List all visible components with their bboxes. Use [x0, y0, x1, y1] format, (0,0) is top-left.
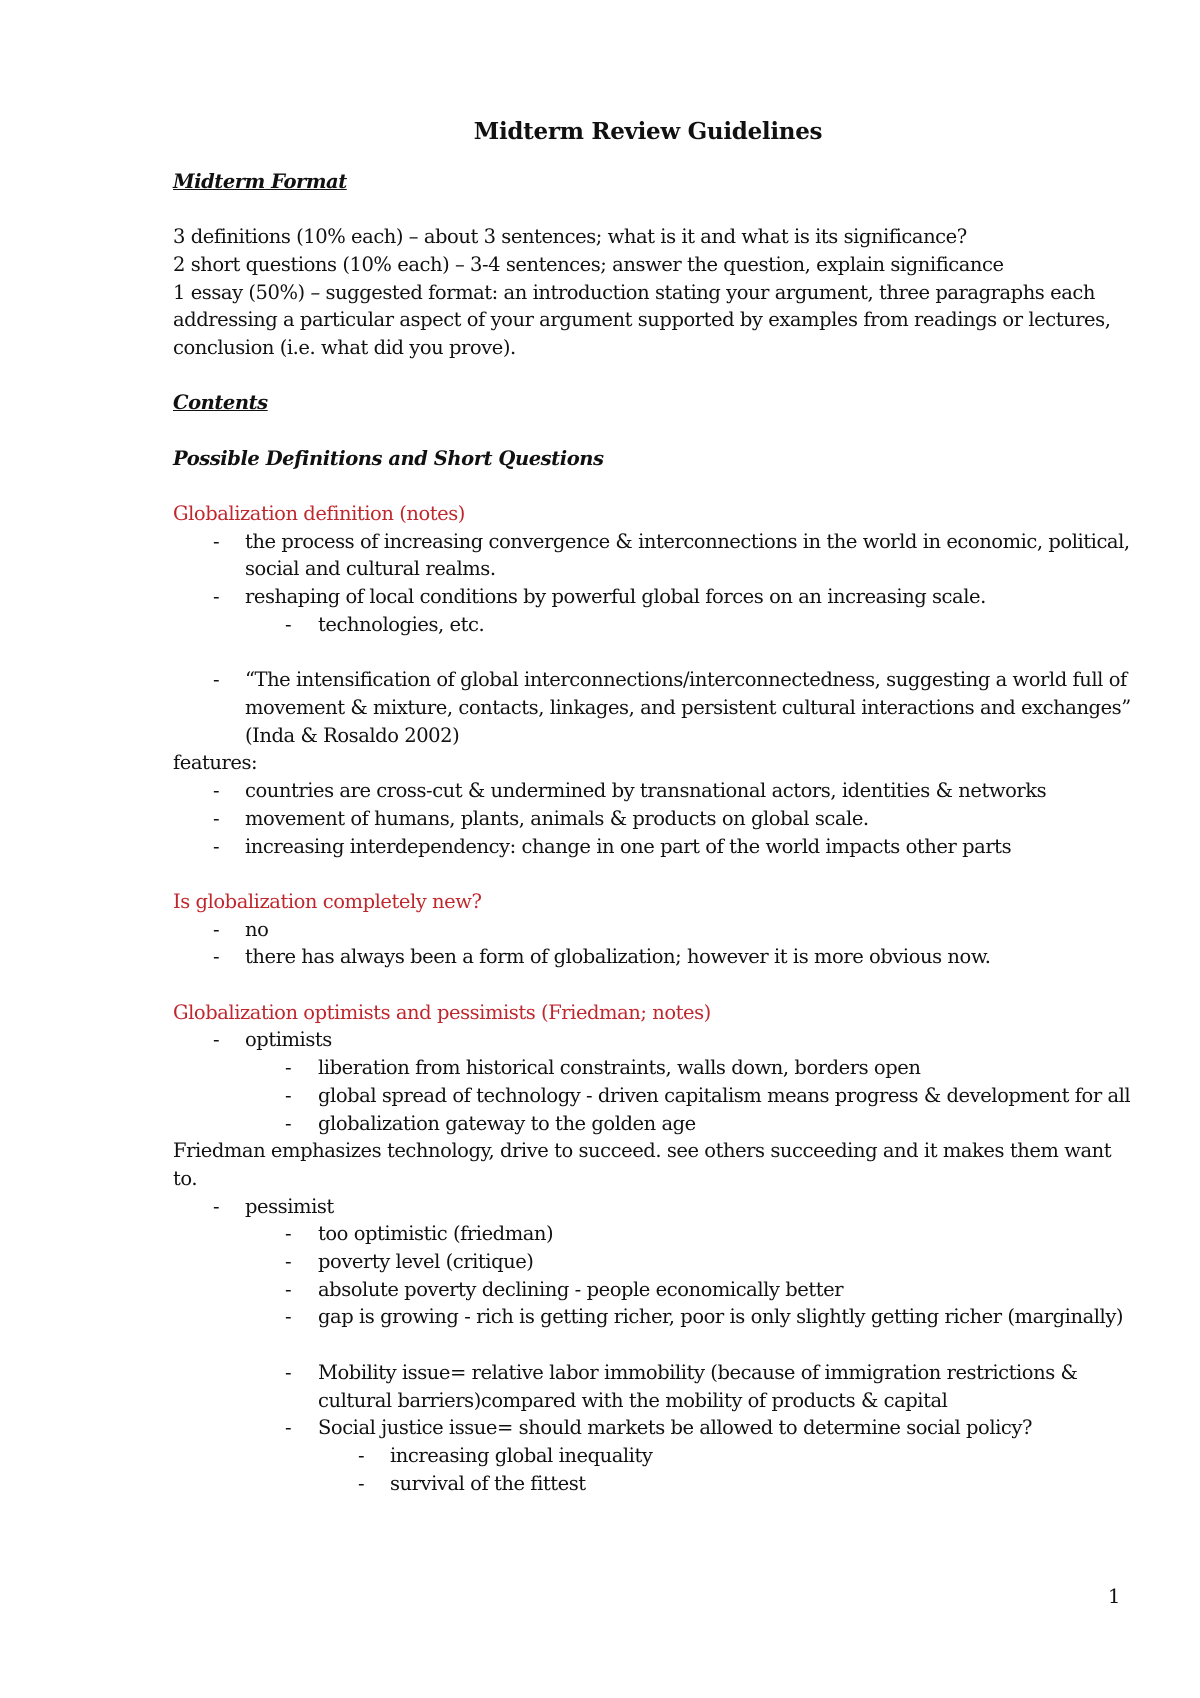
- midterm-format-heading: Midterm Format: [173, 169, 347, 193]
- list-item: [173, 666, 1133, 749]
- document-body: [173, 118, 1133, 1497]
- list-item: [173, 528, 1133, 583]
- page-number: 1: [1108, 1585, 1121, 1608]
- list-item-text: no: [245, 917, 269, 941]
- bullet-dash: -: [285, 1083, 292, 1107]
- list-item: [173, 611, 1133, 639]
- definitions-subheading: Possible Definitions and Short Questions: [173, 446, 604, 470]
- list-item-text: “The intensification of global interconnections/interconnectedness, suggesting a world full of movement & mixture, contacts, linkages, and persistent cultural interactions and exchanges” (Inda & Rosaldo 2002): [245, 668, 1131, 747]
- list-item-text: globalization gateway to the golden age: [318, 1111, 696, 1135]
- contents-heading: Contents: [173, 391, 268, 415]
- bullet-dash: -: [213, 1028, 220, 1052]
- list-item-text: reshaping of local conditions by powerful global forces on an increasing scale.: [245, 585, 986, 609]
- list-item-text: movement of humans, plants, animals & products on global scale.: [245, 806, 869, 830]
- list-item-text: gap is growing - rich is getting richer, poor is only slightly getting richer (marginally): [318, 1305, 1124, 1329]
- list-item: [173, 1110, 1133, 1138]
- list-item: [173, 1414, 1133, 1442]
- bullet-dash: -: [285, 1416, 292, 1440]
- list-item-text: increasing global inequality: [390, 1443, 653, 1467]
- list-item-text: countries are cross-cut & undermined by transnational actors, identities & networks: [245, 779, 1047, 803]
- friedman-note: Friedman emphasizes technology, drive to succeed. see others succeeding and it makes them want to.: [173, 1139, 1112, 1190]
- list-item-text: liberation from historical constraints, walls down, borders open: [318, 1056, 921, 1080]
- list-item: [173, 1303, 1133, 1331]
- features-label: features:: [173, 751, 258, 775]
- list-item-text: global spread of technology - driven capitalism means progress & development for all: [318, 1083, 1131, 1107]
- list-item: [173, 1359, 1133, 1414]
- bullet-dash: -: [285, 1360, 292, 1384]
- bullet-dash: -: [285, 1250, 292, 1274]
- bullet-dash: -: [213, 668, 220, 692]
- list-item: [173, 583, 1133, 611]
- bullet-dash: -: [213, 529, 220, 553]
- bullet-dash: -: [285, 1222, 292, 1246]
- list-item-text: too optimistic (friedman): [318, 1222, 554, 1246]
- list-item: [173, 943, 1133, 971]
- list-item: [173, 1082, 1133, 1110]
- list-item-text: optimists: [245, 1028, 332, 1052]
- bullet-dash: -: [213, 806, 220, 830]
- bullet-dash: -: [213, 917, 220, 941]
- format-line-essay: 1 essay (50%) – suggested format: an introduction stating your argument, three paragraphs each addressing a particular aspect of your argument supported by examples from readings or lectures, conclusion (i.e. what did you prove).: [173, 280, 1111, 359]
- list-item: [173, 1442, 1133, 1470]
- list-item-text: Social justice issue= should markets be allowed to determine social policy?: [318, 1416, 1032, 1440]
- bullet-dash: -: [358, 1443, 365, 1467]
- bullet-dash: -: [285, 1056, 292, 1080]
- list-item-text: survival of the fittest: [390, 1471, 586, 1495]
- bullet-dash: -: [213, 1194, 220, 1218]
- bullet-dash: -: [213, 834, 220, 858]
- list-item-text: there has always been a form of globalization; however it is more obvious now.: [245, 945, 991, 969]
- bullet-dash: -: [213, 779, 220, 803]
- list-item: [173, 1248, 1133, 1276]
- bullet-dash: -: [285, 612, 292, 636]
- list-item: [173, 1276, 1133, 1304]
- list-item: [173, 1220, 1133, 1248]
- list-item: [173, 1470, 1133, 1498]
- format-line-short-questions: 2 short questions (10% each) – 3-4 sentences; answer the question, explain significance: [173, 252, 1004, 276]
- list-item-text: the process of increasing convergence & interconnections in the world in economic, political, social and cultural realms.: [245, 529, 1130, 581]
- list-item: [173, 1054, 1133, 1082]
- list-item-text: technologies, etc.: [318, 612, 485, 636]
- list-item-text: absolute poverty declining - people economically better: [318, 1277, 844, 1301]
- list-item-text: poverty level (critique): [318, 1250, 534, 1274]
- section-heading-optimists-pessimists: Globalization optimists and pessimists (Friedman; notes): [173, 1000, 711, 1024]
- bullet-dash: -: [285, 1111, 292, 1135]
- list-item: [173, 1193, 1133, 1221]
- bullet-dash: -: [358, 1471, 365, 1495]
- format-line-definitions: 3 definitions (10% each) – about 3 sentences; what is it and what is its significance?: [173, 225, 967, 249]
- list-item: [173, 805, 1133, 833]
- list-item: [173, 1026, 1133, 1054]
- list-item: [173, 833, 1133, 861]
- section-heading-globalization-new: Is globalization completely new?: [173, 889, 482, 913]
- list-item-text: Mobility issue= relative labor immobility (because of immigration restrictions & cultural barriers)compared with the mobility of products & capital: [318, 1360, 1078, 1412]
- list-item: [173, 777, 1133, 805]
- list-item-text: increasing interdependency: change in one part of the world impacts other parts: [245, 834, 1012, 858]
- bullet-dash: -: [285, 1277, 292, 1301]
- bullet-dash: -: [213, 945, 220, 969]
- page-title: Midterm Review Guidelines: [473, 118, 823, 145]
- bullet-dash: -: [213, 585, 220, 609]
- list-item-text: pessimist: [245, 1194, 334, 1218]
- bullet-dash: -: [285, 1305, 292, 1329]
- list-item: [173, 916, 1133, 944]
- section-heading-globalization-definition: Globalization definition (notes): [173, 502, 465, 526]
